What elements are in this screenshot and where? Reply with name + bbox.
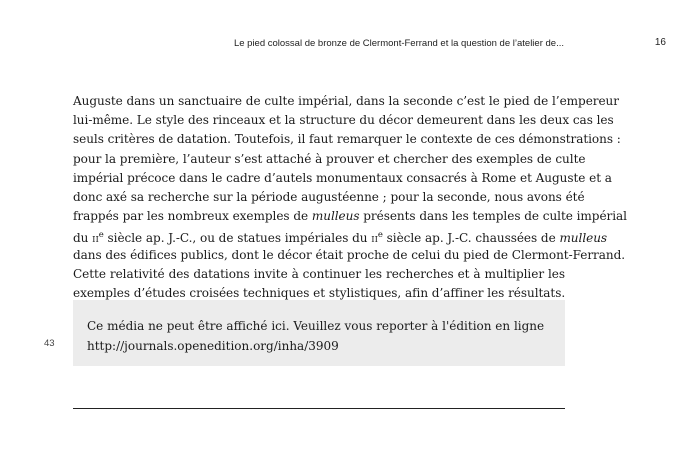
text-run: du: [73, 231, 93, 246]
text-line: donc axé sa recherche sur la période augustéenne ; pour la seconde, nous avons été: [73, 189, 585, 204]
text-run: frappés par les nombreux exemples de: [73, 209, 312, 224]
text-line: [73, 226, 608, 246]
ordinal-suffix: e: [377, 230, 383, 241]
text-line: seuls critères de datation. Toutefois, il faut remarquer le contexte de ces démonstrations :: [73, 132, 621, 147]
media-notice: Ce média ne peut être affiché ici. Veuillez vous reporter à l'édition en ligne http://journals.openedition.org/inha/3909: [87, 319, 545, 353]
text-line: exemples d’études croisées techniques et stylistiques, afin d’affiner les résultats.: [73, 285, 566, 300]
text-line: Auguste dans un sanctuaire de culte impérial, dans la seconde c’est le pied de l’empereur: [73, 94, 619, 108]
text-run: siècle ap. J.-C., ou de statues impériales du: [103, 231, 372, 246]
text-run: présents dans les temples de culte impérial: [359, 209, 627, 224]
paragraph-number: 43: [44, 338, 55, 349]
text-line: [73, 207, 627, 226]
text-line: lui-même. Le style des rinceaux et la structure du décor demeurent dans les deux cas les: [73, 113, 614, 128]
page-number: 16: [654, 37, 666, 48]
italic-term: mulleus: [311, 209, 360, 224]
ordinal-suffix: e: [98, 230, 104, 241]
text-line: pour la première, l’auteur s’est attaché à prouver et chercher des exemples de culte: [73, 151, 586, 166]
media-placeholder: [73, 300, 565, 366]
text-line: Cette relativité des datations invite à continuer les recherches et à multiplier les: [73, 266, 565, 281]
footnote-divider: [73, 408, 565, 409]
roman-numeral: II: [92, 235, 99, 246]
running-head-title: Le pied colossal de bronze de Clermont-Ferrand et la question de l’atelier de...: [233, 38, 564, 49]
roman-numeral: II: [371, 235, 378, 246]
italic-term: mulleus: [559, 231, 608, 246]
text-line: dans des édifices publics, dont le décor était proche de celui du pied de Clermont-Ferrand.: [73, 247, 626, 262]
body-paragraph: [73, 92, 627, 303]
text-run: siècle ap. J.-C. chaussées de: [382, 231, 560, 246]
text-line: impérial précoce dans le cadre d’autels monumentaux consacrés à Rome et Auguste et a: [73, 170, 612, 185]
